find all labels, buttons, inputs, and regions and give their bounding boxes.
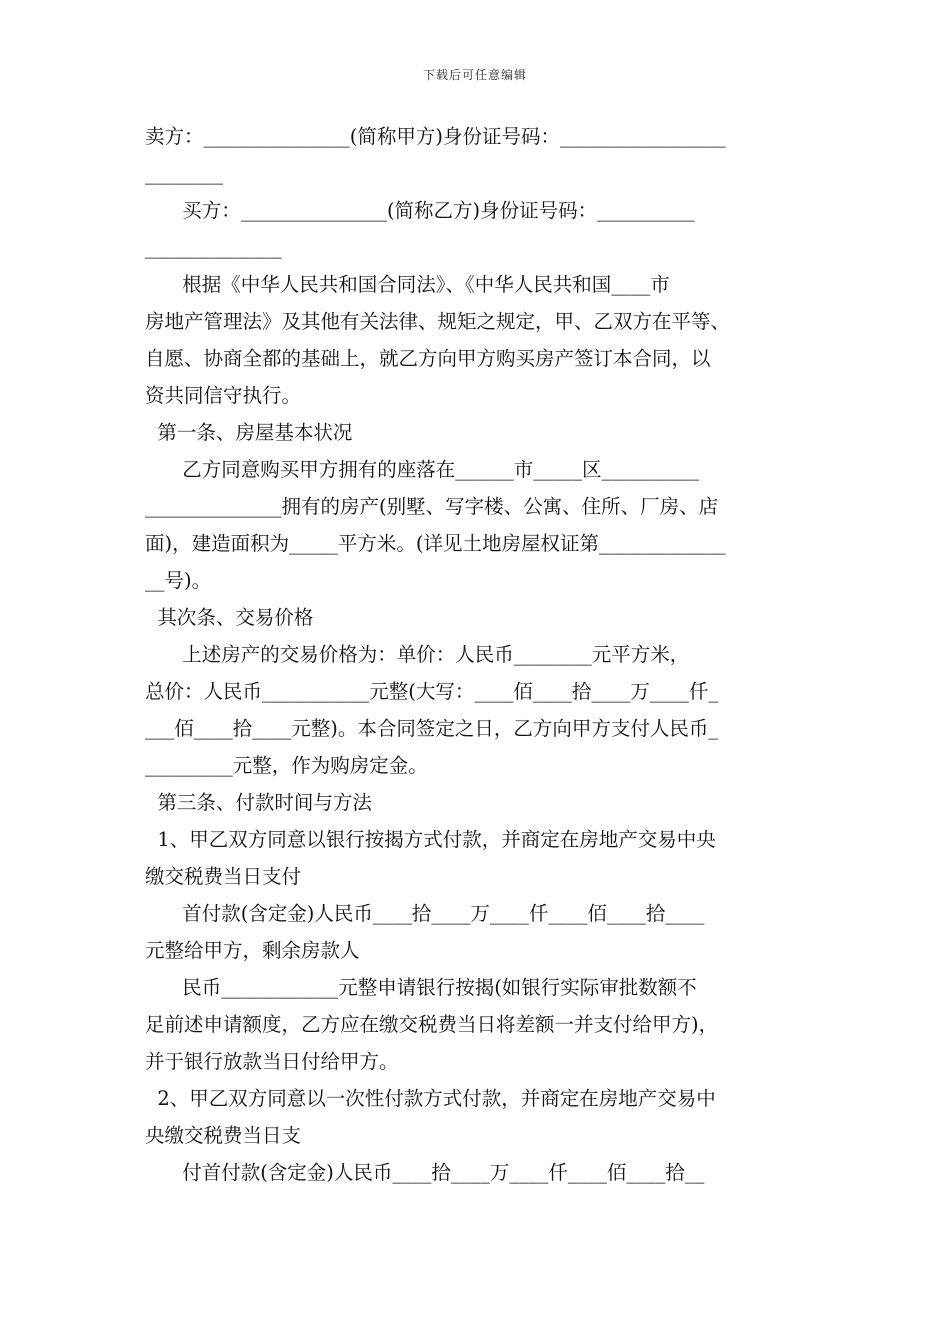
contract-line: 资共同信守执行。: [145, 384, 302, 407]
contract-line: 自愿、协商全都的基础上，就乙方向甲方购买房产签订本合同，以: [145, 347, 711, 370]
contract-line: ___佰____拾____元整)。本合同签定之日，乙方向甲方支付人民币_: [145, 717, 719, 740]
contract-line: 付首付款(含定金)人民币____拾____万____仟____佰____拾__: [145, 1161, 705, 1184]
contract-line: 其次条、交易价格: [145, 606, 314, 629]
contract-line: ______________拥有的房产(别墅、写字楼、公寓、住所、厂房、店: [145, 495, 719, 518]
contract-line: 1、甲乙双方同意以银行按揭方式付款，并商定在房地产交易中央: [145, 828, 716, 851]
contract-line: 第一条、房屋基本状况: [145, 421, 353, 444]
contract-line: 面)，建造面积为_____平方米。(详见土地房屋权证第_____________: [145, 532, 726, 555]
contract-line: 总价：人民币___________元整(大写：____佰____拾____万____仟_: [145, 680, 719, 703]
contract-line: 上述房产的交易价格为：单价：人民币________元平方米，: [145, 643, 690, 666]
contract-line: 并于银行放款当日付给甲方。: [145, 1050, 399, 1073]
contract-line: 首付款(含定金)人民币____拾____万____仟____佰____拾____: [145, 902, 705, 925]
contract-line: 卖方：_______________(简称甲方)身份证号码：_________________: [145, 125, 726, 148]
page-header-note: 下载后可任意编辑: [422, 68, 527, 82]
contract-line: 民币____________元整申请银行按揭(如银行实际审批数额不: [145, 976, 697, 999]
contract-line: 房地产管理法》及其他有关法律、规矩之规定，甲、乙双方在平等、: [145, 310, 731, 333]
contract-line: 央缴交税费当日支: [145, 1124, 302, 1147]
contract-line: 元整给甲方，剩余房款人: [145, 939, 360, 962]
contract-line: _________元整，作为购房定金。: [145, 754, 428, 777]
contract-line: 根据《中华人民共和国合同法》、《中华人民共和国____市: [145, 273, 670, 296]
contract-line: 乙方同意购买甲方拥有的座落在______市_____区__________: [145, 458, 699, 481]
contract-line: ________: [145, 162, 223, 185]
contract-line: 缴交税费当日支付: [145, 865, 302, 888]
contract-line: 足前述申请额度，乙方应在缴交税费当日将差额一并支付给甲方)，: [145, 1013, 719, 1036]
contract-line: 买方：_______________(简称乙方)身份证号码：__________: [145, 199, 695, 222]
contract-line: ______________: [145, 236, 282, 259]
contract-line: 第三条、付款时间与方法: [145, 791, 372, 814]
contract-line: __号)。: [145, 569, 212, 592]
contract-body: [145, 118, 807, 1191]
contract-line: 2、甲乙双方同意以一次性付款方式付款，并商定在房地产交易中: [145, 1087, 716, 1110]
